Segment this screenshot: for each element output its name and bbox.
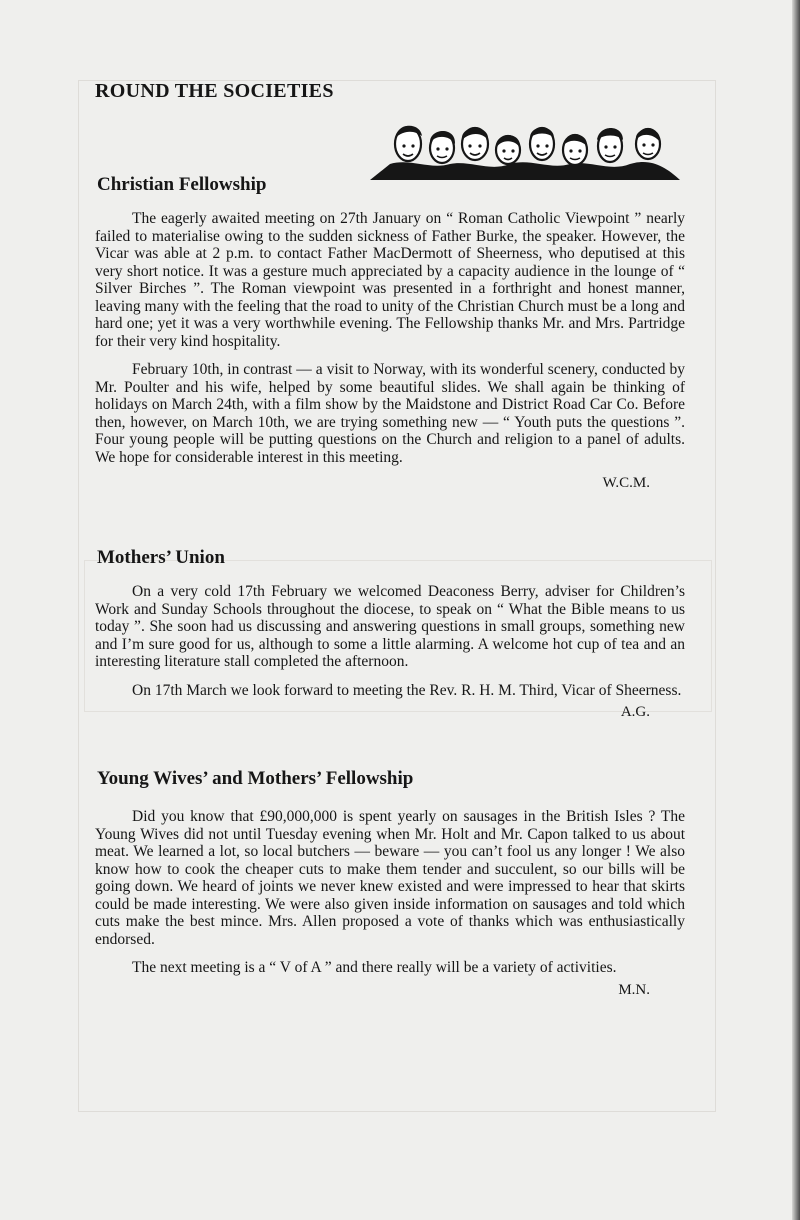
- paragraph: On a very cold 17th February we welcomed Deaconess Berry, adviser for Children’s Work and Sunday Schools throughout the diocese, to speak on “ What the Bible means to us today ”. She soon had us discussing and answering questions in small groups, something new and I’m sure good for us, although to some a little alarming. A welcome hot cup of tea and an interesting literature stall completed the afternoon.: [95, 583, 685, 670]
- paragraph: The eagerly awaited meeting on 27th January on “ Roman Catholic Viewpoint ” nearly failed to materialise owing to the sudden sickness of Father Burke, the speaker. However, the Vicar was able at 2 p.m. to contact Father MacDermott of Sheerness, who deputised at this very short notice. It was a gesture much appreciated by a capacity audience in the lounge of “ Silver Birches ”. The Roman viewpoint was presented in a forthright and honest manner, leaving many with the feeling that the road to unity of the Christian Church must be a long and hard one; yet it was a very worthwhile evening. The Fellowship thanks Mr. and Mrs. Partridge for their very kind hospitality.: [95, 210, 685, 350]
- section-heading-mothers-union: Mothers’ Union: [97, 547, 225, 568]
- section-heading-christian-fellowship: Christian Fellowship: [97, 174, 267, 195]
- article: [95, 78, 685, 1000]
- paragraph: On 17th March we look forward to meeting the Rev. R. H. M. Third, Vicar of Sheerness.: [132, 681, 682, 699]
- signature: A.G.: [620, 704, 650, 720]
- paragraph: Did you know that £90,000,000 is spent yearly on sausages in the British Isles ? The Young Wives did not until Tuesday evening when Mr. Holt and Mr. Capon talked to us about meat. We learned a lot, so local butchers — beware — you can’t fool us any longer ! We also know how to cook the cheaper cuts to make them tender and succulent, so our bills will be going down. We heard of joints we never knew existed and were impressed to hear that skirts could be made interesting. We were also given inside information on sausages and told which cuts make the best mince. Mrs. Allen proposed a vote of thanks which was enthusiastically endorsed.: [95, 808, 685, 948]
- page-edge: [792, 0, 800, 1220]
- group-of-faces-icon: [370, 118, 680, 180]
- signature: W.C.M.: [602, 475, 650, 491]
- page-title: ROUND THE SOCIETIES: [95, 80, 334, 102]
- signature: M.N.: [618, 981, 650, 998]
- paragraph: The next meeting is a “ V of A ” and there really will be a variety of activities.: [132, 959, 617, 976]
- section-heading-young-wives: Young Wives’ and Mothers’ Fellowship: [97, 768, 414, 789]
- paragraph: February 10th, in contrast — a visit to Norway, with its wonderful scenery, conducted by Mr. Poulter and his wife, helped by some beautiful slides. We shall again be thinking of holidays on March 24th, with a film show by the Maidstone and District Road Car Co. Before then, however, on March 10th, we are trying something new — “ Youth puts the questions ”. Four young people will be putting questions on the Church and religion to a panel of adults. We hope for considerable interest in this meeting.: [95, 361, 685, 466]
- christian-fellowship-header: [95, 104, 685, 196]
